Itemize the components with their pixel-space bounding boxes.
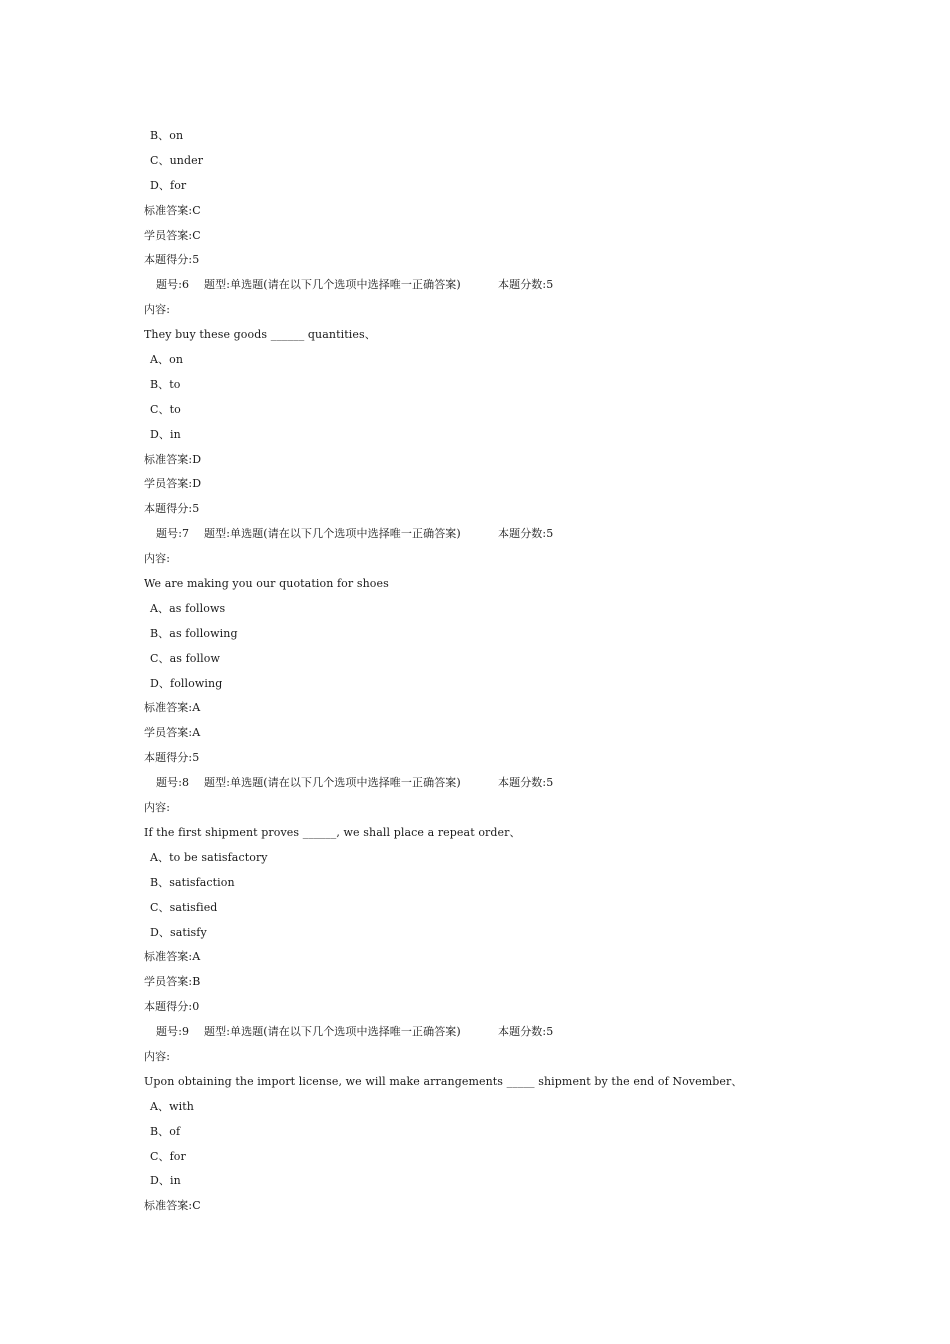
- option-d: D、in: [150, 1174, 181, 1188]
- option-c: C、as follow: [150, 651, 220, 665]
- question-header: [0, 1020, 950, 1045]
- content-label: 内容:: [144, 801, 171, 815]
- option-c: C、for: [150, 1149, 186, 1163]
- question-points: 本题分数:5: [498, 527, 554, 541]
- option-b: B、on: [150, 129, 184, 142]
- content-label: 内容:: [144, 552, 171, 566]
- student-answer: 学员答案:D: [144, 477, 202, 491]
- option-c: C、to: [150, 402, 181, 416]
- standard-answer: 标准答案:A: [144, 950, 201, 964]
- question-number: 题号:8: [156, 776, 190, 790]
- content-label: 内容:: [144, 303, 171, 317]
- question-text: They buy these goods ______ quantities、: [144, 328, 376, 342]
- option-d: D、in: [150, 427, 181, 441]
- question-type: 题型:单选题(请在以下几个选项中选择唯一正确答案): [204, 278, 461, 292]
- question-header: [0, 273, 950, 298]
- question-number: 题号:7: [156, 527, 190, 541]
- question-text: If the first shipment proves ______, we shall place a repeat order、: [144, 825, 521, 839]
- question-number: 题号:9: [156, 1025, 190, 1039]
- student-answer: 学员答案:C: [144, 228, 201, 242]
- question-score: 本题得分:5: [144, 502, 200, 516]
- question-text: Upon obtaining the import license, we will make arrangements _____ shipment by the end of November、: [144, 1074, 743, 1088]
- student-answer: 学员答案:B: [144, 975, 201, 989]
- question-points: 本题分数:5: [498, 1025, 554, 1039]
- question-points: 本题分数:5: [498, 776, 554, 790]
- option-d: D、satisfy: [150, 925, 207, 939]
- option-a: A、to be satisfactory: [150, 850, 268, 864]
- question-score: 本题得分:5: [144, 253, 200, 267]
- option-d: D、for: [150, 178, 187, 192]
- question-type: 题型:单选题(请在以下几个选项中选择唯一正确答案): [204, 527, 461, 541]
- question-type: 题型:单选题(请在以下几个选项中选择唯一正确答案): [204, 1025, 461, 1039]
- option-b: B、satisfaction: [150, 875, 235, 889]
- option-b: B、to: [150, 377, 181, 391]
- option-b: B、as following: [150, 626, 238, 640]
- question-text: We are making you our quotation for shoes: [144, 577, 389, 591]
- question-score: 本题得分:5: [144, 751, 200, 765]
- option-d: D、following: [150, 676, 223, 690]
- question-header: [0, 771, 950, 796]
- standard-answer: 标准答案:C: [144, 1199, 201, 1213]
- question-header: [0, 522, 950, 547]
- standard-answer: 标准答案:A: [144, 701, 201, 715]
- option-a: A、on: [150, 353, 184, 367]
- option-a: A、with: [150, 1099, 194, 1113]
- document-page: [0, 124, 950, 1219]
- option-a: A、as follows: [150, 601, 226, 615]
- question-number: 题号:6: [156, 278, 190, 292]
- student-answer: 学员答案:A: [144, 726, 201, 740]
- question-points: 本题分数:5: [498, 278, 554, 292]
- standard-answer: 标准答案:D: [144, 452, 202, 466]
- question-type: 题型:单选题(请在以下几个选项中选择唯一正确答案): [204, 776, 461, 790]
- option-c: C、satisfied: [150, 900, 218, 914]
- content-label: 内容:: [144, 1049, 171, 1063]
- standard-answer: 标准答案:C: [144, 203, 201, 217]
- option-b: B、of: [150, 1124, 181, 1138]
- question-score: 本题得分:0: [144, 1000, 200, 1014]
- option-c: C、under: [150, 153, 204, 167]
